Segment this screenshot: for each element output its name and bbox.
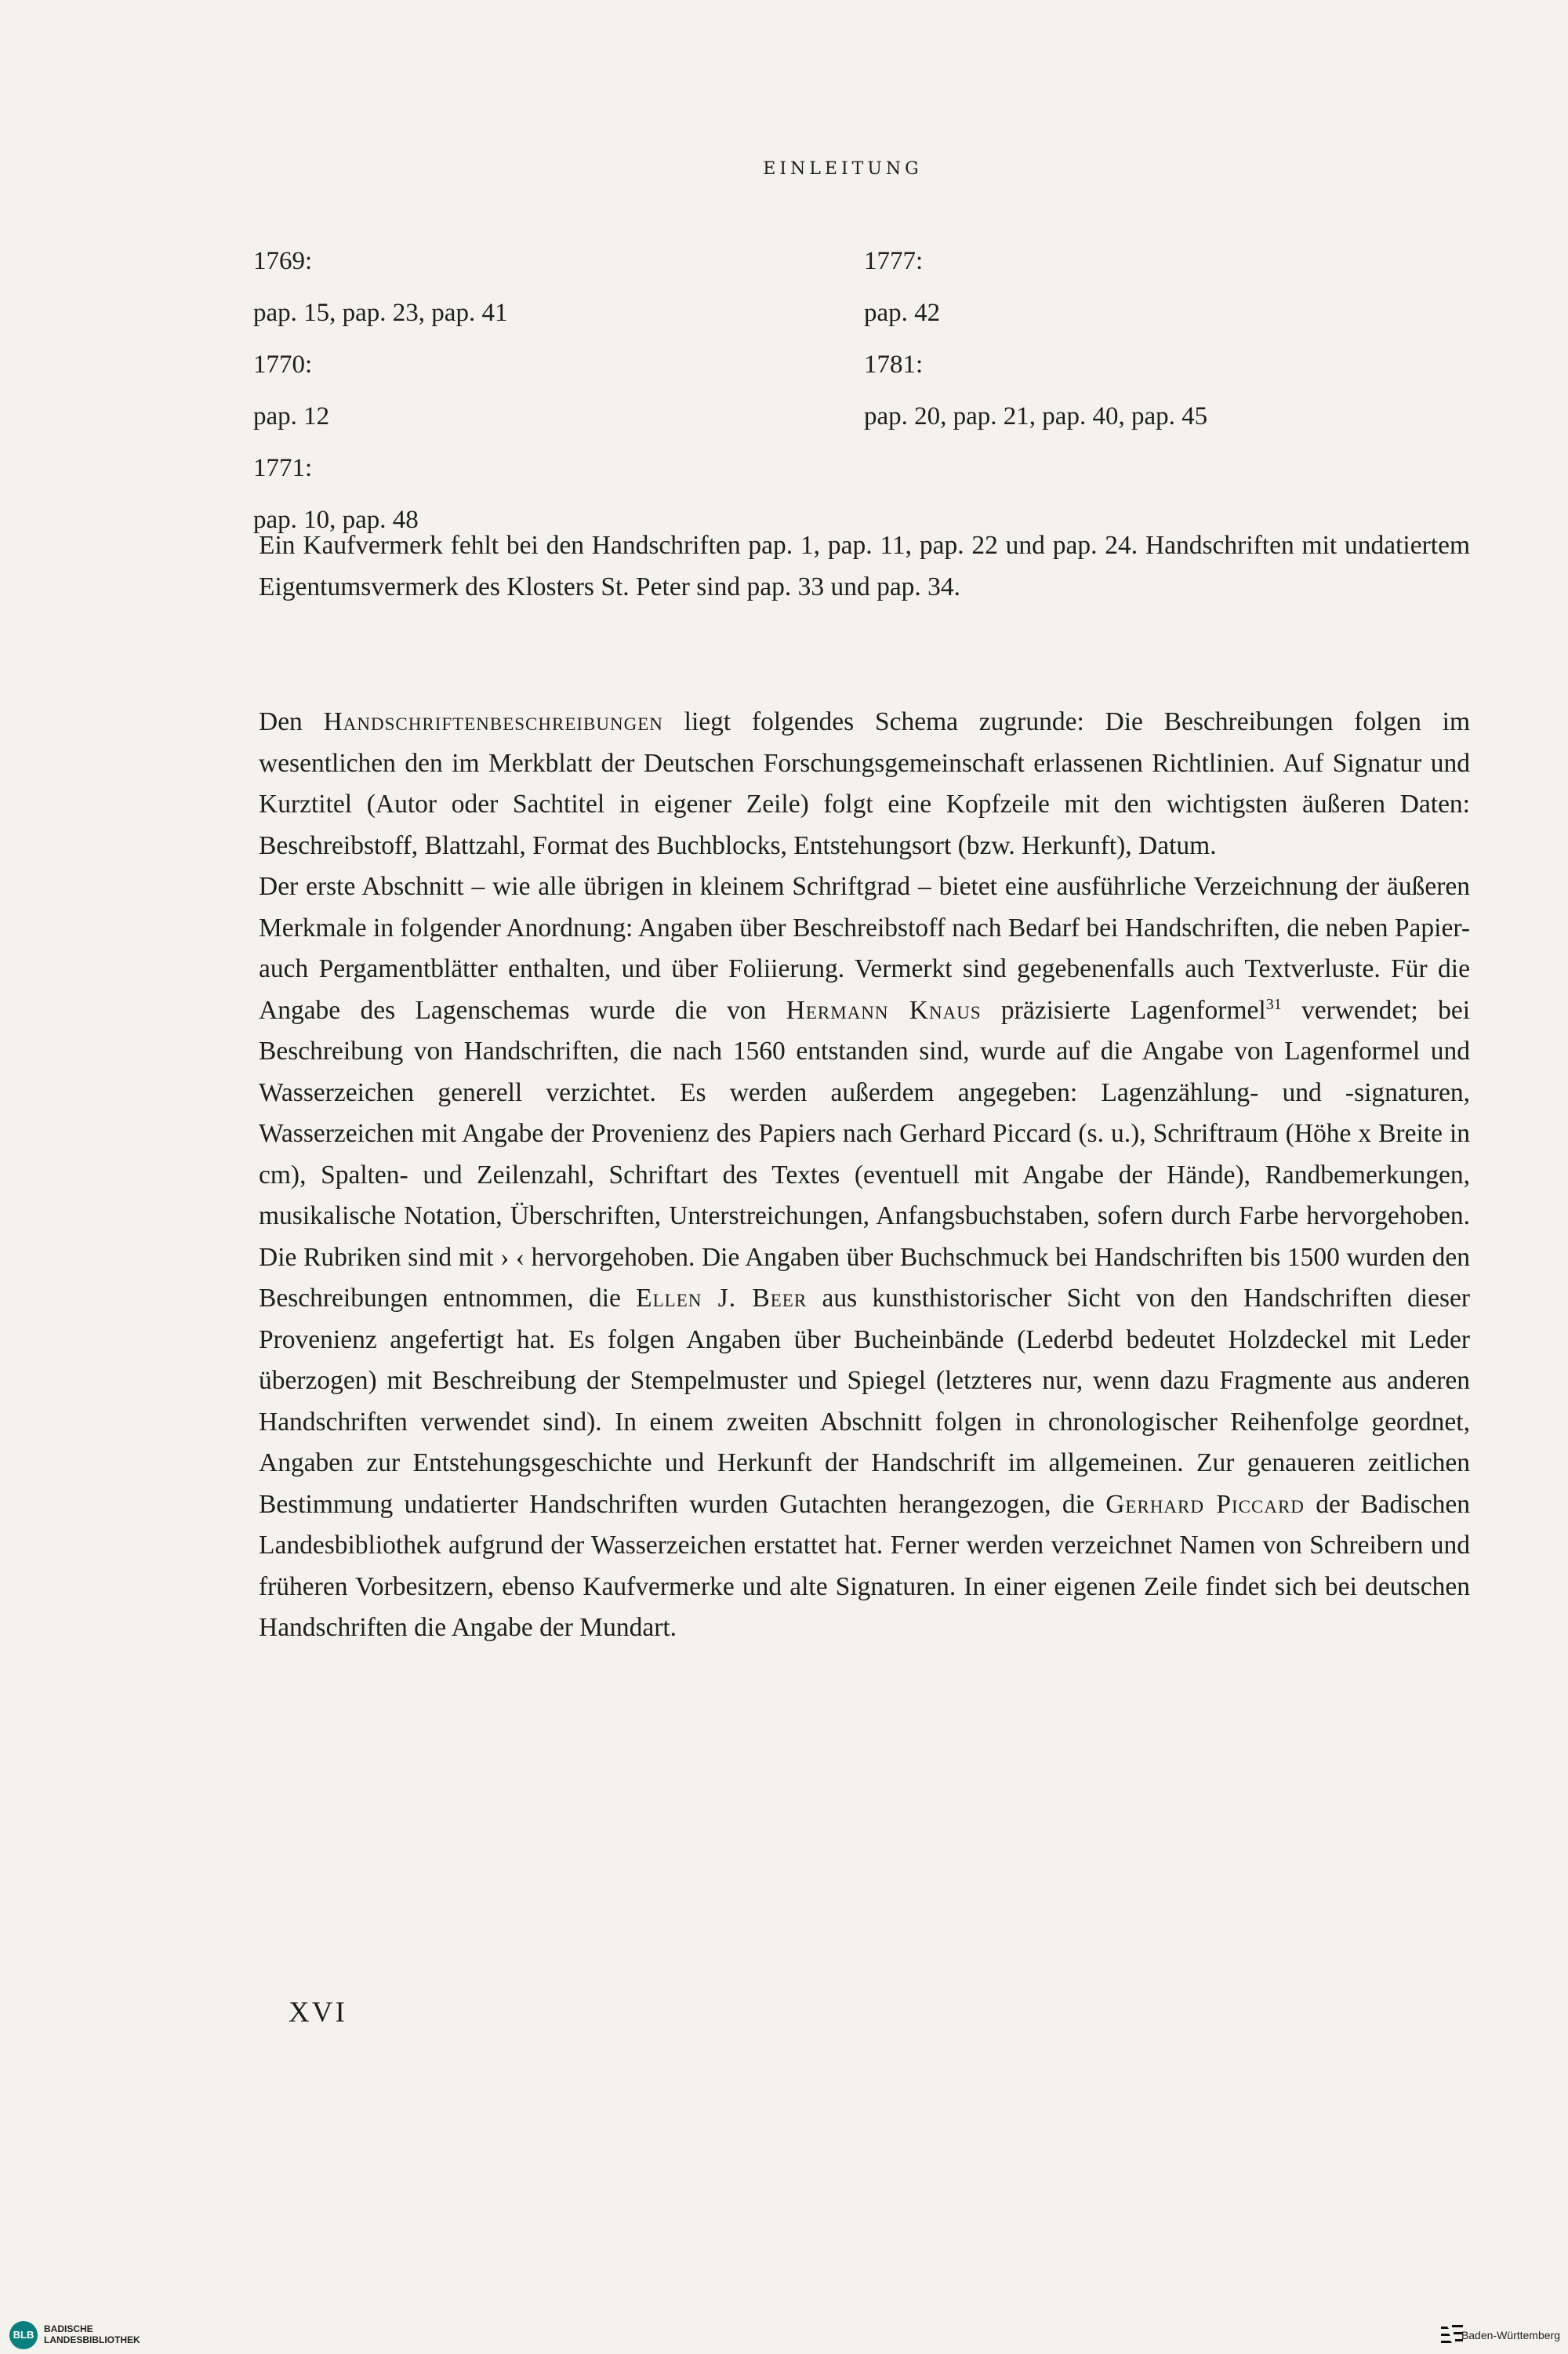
term-handschriftenbeschreibungen: Handschriftenbeschreibungen: [323, 707, 663, 736]
date-year: 1781:: [864, 351, 924, 379]
blb-name-line: LANDESBIBLIOTHEK: [44, 2334, 140, 2345]
name-gerhard-piccard: Gerhard Piccard: [1105, 1489, 1305, 1519]
name-ellen-beer: Ellen J. Beer: [636, 1284, 808, 1313]
date-refs: pap. 12: [253, 402, 330, 430]
blb-name-line: BADISCHE: [44, 2323, 93, 2334]
date-refs: pap. 20, pap. 21, pap. 40, pap. 45: [864, 402, 1208, 430]
paragraph-handschriftenbeschreibungen: [259, 702, 1470, 1649]
running-head: EINLEITUNG: [763, 159, 923, 179]
page-number: XVI: [289, 1996, 347, 2029]
paragraph-text: aus kunsthistorischer Sicht von den Handschriften dieser Provenienz angefertigt hat. Es folgen Angaben über Bucheinbände (Lederbd bedeutet Holzdeckel mit Leder überzogen) mit Beschreibung der Stempelmuster und Spiegel (letzteres nur, wenn dazu Fragmente aus anderen Handschriften verwendet sind). In einem zweiten Abschnitt folgen in chronologischer Reihenfolge geordnet, Angaben zur Entstehungsgeschichte und Herkunft der Handschrift im allgemeinen. Zur genaueren zeitlichen Bestimmung undatierter Handschriften wurden Gutachten herangezogen, die: [259, 1284, 1471, 1519]
date-refs: pap. 42: [864, 299, 941, 327]
date-year: 1769:: [253, 247, 313, 275]
date-refs: pap. 10, pap. 48: [253, 506, 419, 534]
date-column-right: [864, 235, 1207, 442]
date-year: 1770:: [253, 351, 313, 379]
paragraph-kaufvermerk: [259, 525, 1470, 608]
paragraph-text: verwendet; bei Beschreibung von Handschriften, die nach 1560 entstanden sind, wurde auf die Angabe von Lagenformel und Wasserzeichen generell verzichtet. Es werden außerdem angegeben: Lagenzählung- und -signaturen, Wasserzeichen mit Angabe der Provenienz des Papiers nach Gerhard Piccard (s. u.), Schriftraum (Höhe x Breite in cm), Spalten- und Zeilenzahl, Schriftart des Textes (eventuell mit Angabe der Hände), Randbemerkungen, musikalische Notation, Überschriften, Unterstreichungen, Anfangsbuchstaben, sofern durch Farbe hervorgehoben. Die Rubriken sind mit › ‹ hervorgehoben. Die Angaben über Buchschmuck bei Handschriften bis 1500 wurden den Beschreibungen entnommen, die: [259, 995, 1471, 1313]
paragraph-text: Der erste Abschnitt – wie alle übrigen in kleinem Schriftgrad – bietet eine ausführliche Verzeichnung der äußeren Merkmale in folgender Anordnung: Angaben über Beschreibstoff nach Bedarf bei Handschriften, die neben Papier- auch Pergamentblätter enthalten, und über Foliierung. Vermerkt sind gegebenenfalls auch Textverluste. Für die Angabe des Lagenschemas wurde die von: [259, 872, 1470, 1025]
name-hermann-knaus: Hermann Knaus: [786, 995, 982, 1025]
paragraph-text: der Badischen Landesbibliothek aufgrund der Wasserzeichen erstattet hat. Ferner werden verzeichnet Namen von Schreibern und früheren Vorbesitzern, ebenso Kaufvermerke und alte Signaturen. In einer eigenen Zeile findet sich bei deutschen Handschriften die Angabe der Mundart.: [259, 1489, 1471, 1642]
paragraph-text: liegt folgendes Schema zugrunde: Die Beschreibungen folgen im wesentlichen den im Merkblatt der Deutschen Forschungsgemeinschaft erlassenen Richtlinien. Auf Signatur und Kurztitel (Autor oder Sachtitel in eigener Zeile) folgt eine Kopfzeile mit den wichtigsten äußeren Daten: Beschreibstoff, Blattzahl, Format des Buchblocks, Entstehungsort (bzw. Herkunft), Datum.: [259, 707, 1470, 860]
footnote-marker: 31: [1265, 995, 1282, 1013]
baden-wuerttemberg-label: Baden-Württemberg: [1461, 2329, 1560, 2341]
paragraph-lead: Den: [259, 707, 303, 736]
paragraph-text: präzisierte Lagenformel: [1000, 995, 1266, 1025]
paragraph-first-section: [259, 866, 1470, 1649]
footer-bar: [0, 2317, 1568, 2354]
date-column-left: [253, 235, 507, 546]
date-year: 1777:: [864, 247, 924, 275]
blb-logo-icon[interactable]: BLB: [9, 2321, 38, 2349]
paragraph-schema: [259, 702, 1470, 866]
date-year: 1771:: [253, 454, 313, 482]
paragraph-text: Ein Kaufvermerk fehlt bei den Handschriften pap. 1, pap. 11, pap. 22 und pap. 24. Handschriften mit undatiertem Eigentumsvermerk des Klosters St. Peter sind pap. 33 und pap. 34.: [259, 531, 1470, 601]
blb-name: [44, 2323, 140, 2345]
date-refs: pap. 15, pap. 23, pap. 41: [253, 299, 508, 327]
